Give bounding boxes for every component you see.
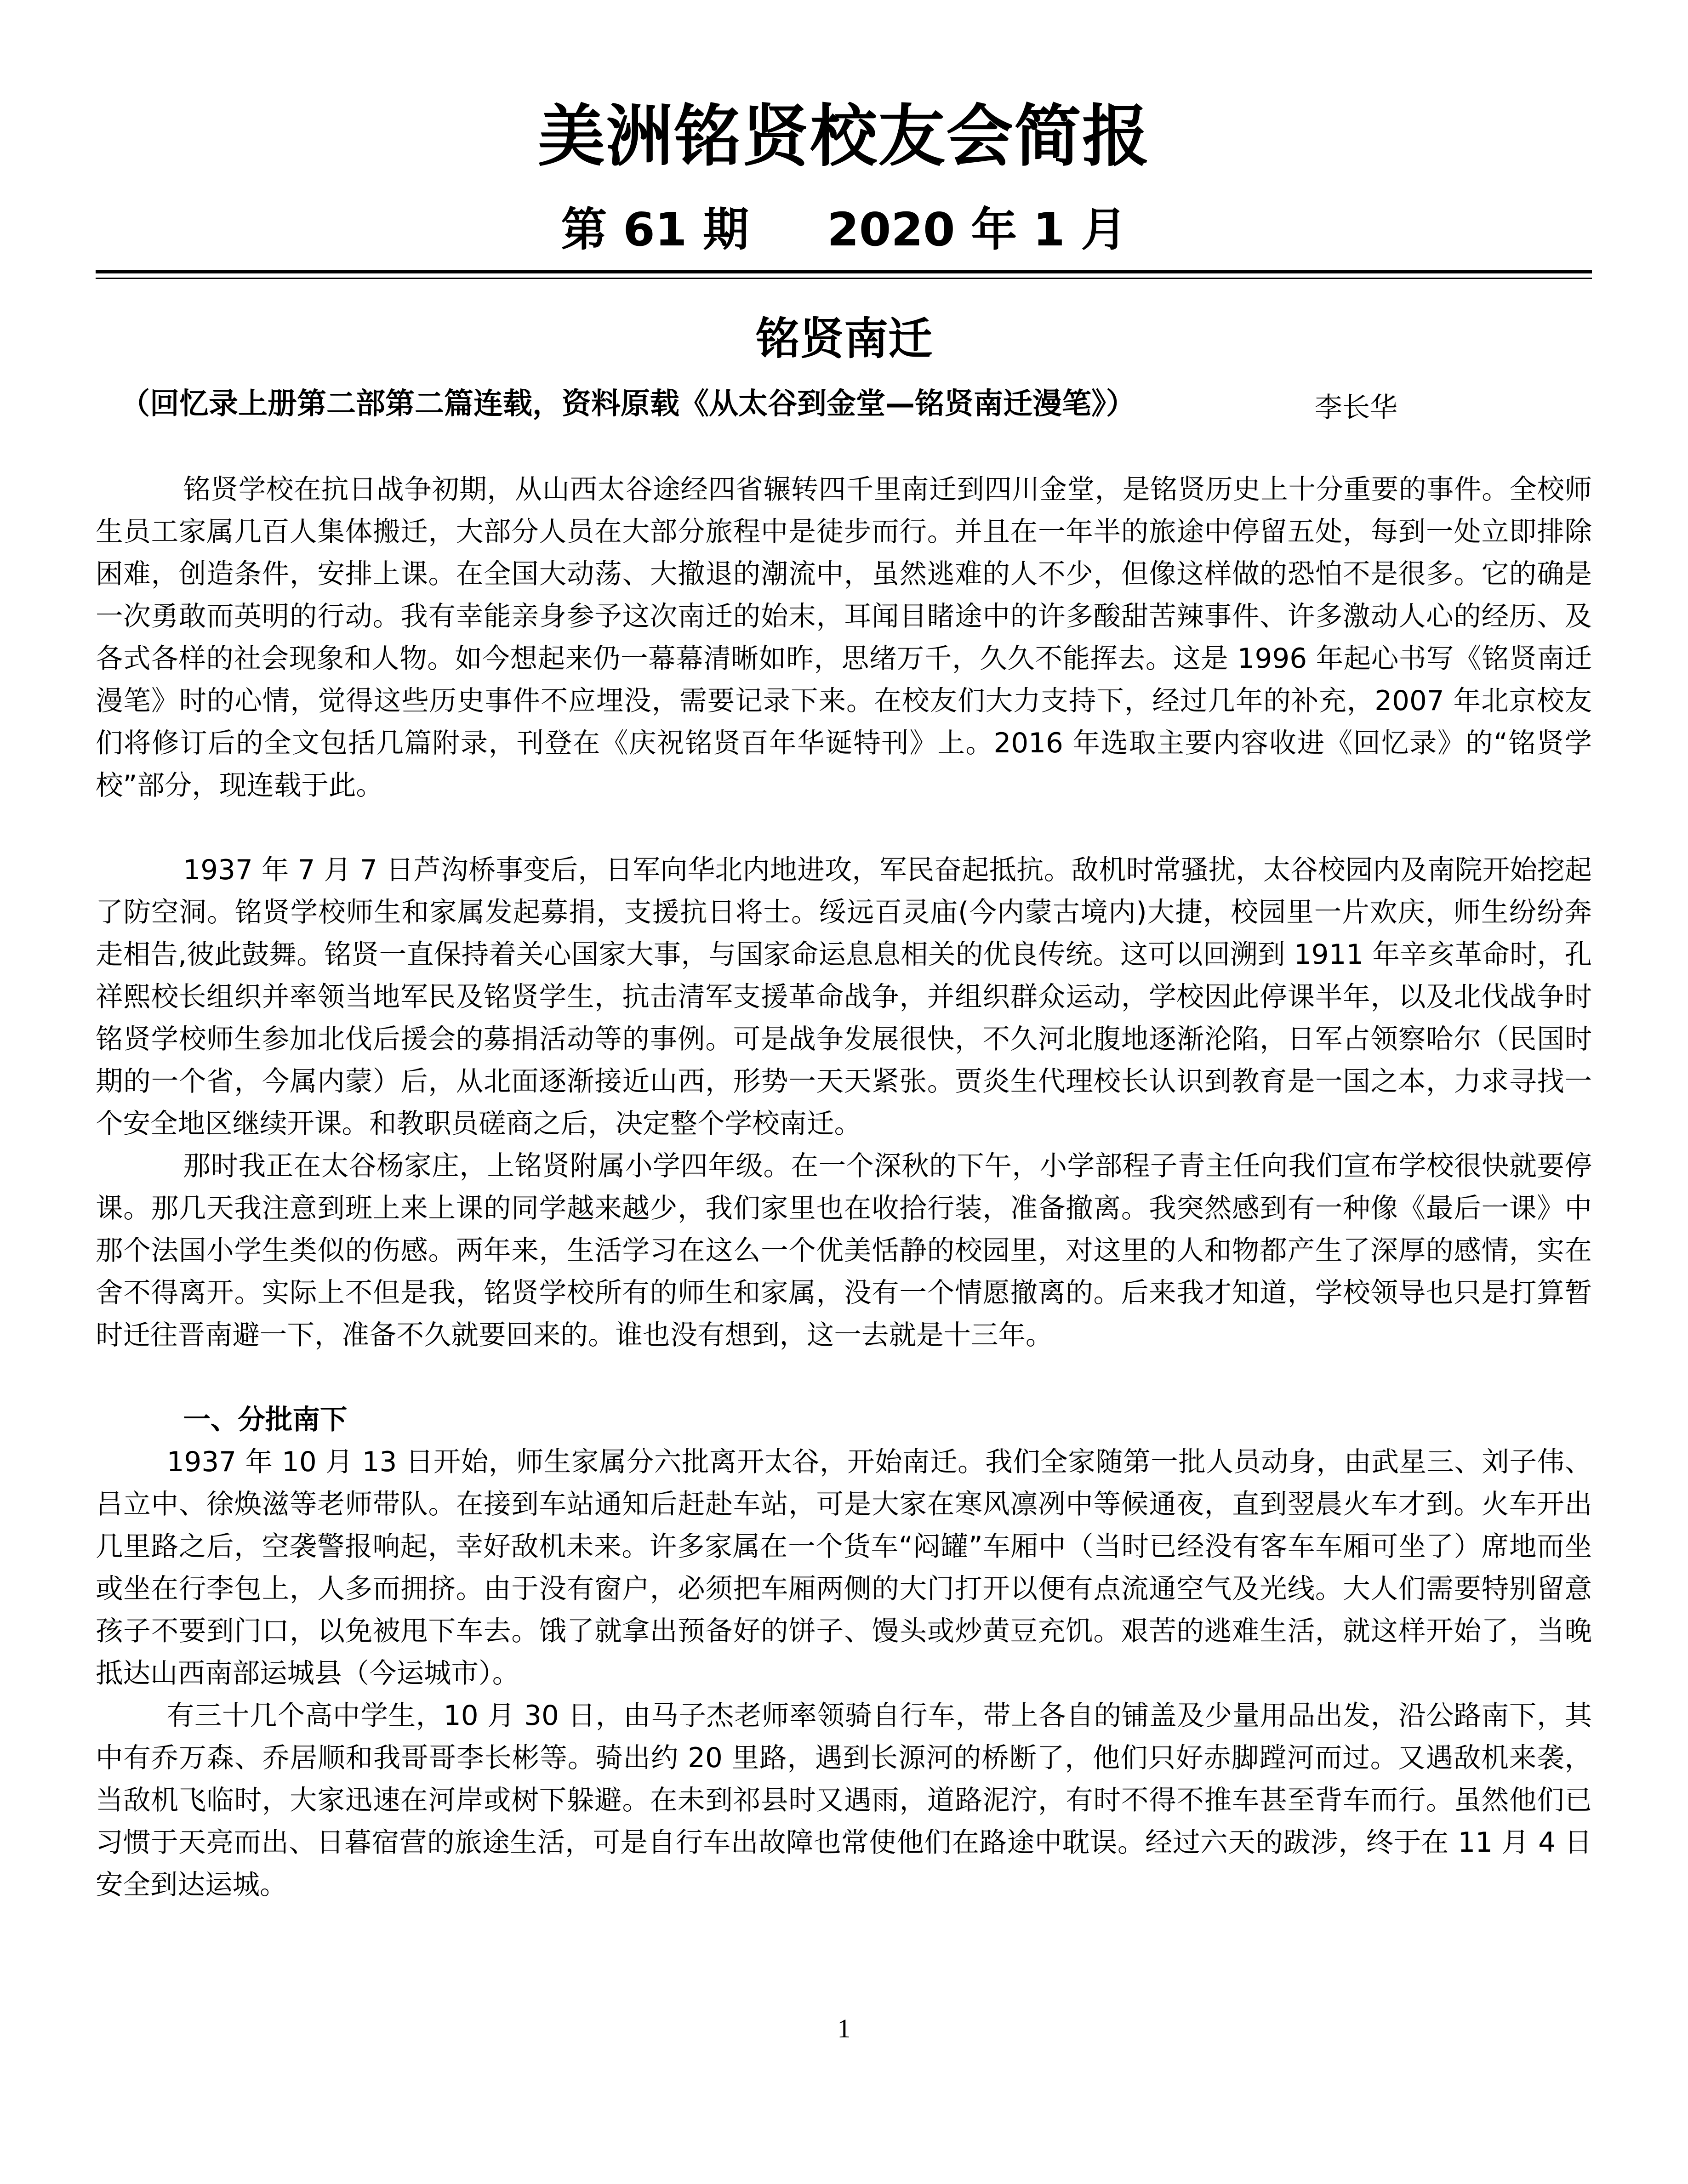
newsletter-title: 美洲铭贤校友会简报 xyxy=(538,97,1150,176)
paragraph-bicycle-group: 有三十几个高中学生，10 月 30 日，由马子杰老师率领骑自行车，带上各自的铺盖及少量用品出发，沿公路南下，其中有乔万森、乔居顺和我哥哥李长彬等。骑出约 20 里路，遇到长源河的桥断了，他们只好赤脚蹚河而过。又遇敌机来袭，当敌机飞临时，大家迅速在河岸或树下躲避。在未到祁县时又遇雨，道路泥泞，有时不得不推车甚至背车而行。虽然他们已习惯于天亮而出、日暮宿营的旅途生活，可是自行车出故障也常使他们在路途中耽误。经过六天的跋涉，终于在 11 月 4 日安全到达运城。 xyxy=(96,1700,1592,1901)
article-body xyxy=(96,469,1592,1906)
paragraph-spacer xyxy=(96,1357,1592,1399)
masthead-rule-thick xyxy=(96,270,1592,273)
page-number: 1 xyxy=(837,2013,851,2043)
issue-date: 2020 年 1 月 xyxy=(827,203,1127,256)
paragraph-1937: 1937 年 7 月 7 日芦沟桥事变后，日军向华北内地进攻，军民奋起抵抗。敌机时常骚扰，太谷校园内及南院开始挖起了防空洞。铭贤学校师生和家属发起募捐，支援抗日将士。绥远百灵庙(今内蒙古境内)大捷，校园里一片欢庆，师生纷纷奔走相告,彼此鼓舞。铭贤一直保持着关心国家大事，与国家命运息息相关的优良传统。这可以回溯到 1911 年辛亥革命时，孔祥熙校长组织并率领当地军民及铭贤学生，抗击清军支援革命战争，并组织群众运动，学校因此停课半年，以及北伐战争时铭贤学校师生参加北伐后援会的募捐活动等的事例。可是战争发展很快，不久河北腹地逐渐沦陷，日军占领察哈尔（民国时期的一个省，今属内蒙）后，从北面逐渐接近山西，形势一天天紧张。贾炎生代理校长认识到教育是一国之本，力求寻找一个安全地区继续开课。和教职员磋商之后，决定整个学校南迁。 xyxy=(96,854,1592,1140)
article-author: 李长华 xyxy=(1315,392,1397,424)
paragraph-spacer xyxy=(96,807,1592,849)
section-heading: 一、分批南下 xyxy=(183,1404,348,1436)
article-title: 铭贤南迁 xyxy=(756,313,932,364)
issue-line xyxy=(0,202,1688,257)
masthead-rule-thin xyxy=(96,278,1592,279)
paragraph-school-closing: 那时我正在太谷杨家庄，上铭贤附属小学四年级。在一个深秋的下午，小学部程子青主任向我们宣布学校很快就要停课。那几天我注意到班上来上课的同学越来越少，我们家里也在收拾行装，准备撤离。我突然感到有一种像《最后一课》中那个法国小学生类似的伤感。两年来，生活学习在这么一个优美恬静的校园里，对这里的人和物都产生了深厚的感情，实在舍不得离开。实际上不但是我，铭贤学校所有的师生和家属，没有一个情愿撤离的。后来我才知道，学校领导也只是打算暂时迁往晋南避一下，准备不久就要回来的。谁也没有想到，这一去就是十三年。 xyxy=(96,1150,1592,1351)
article-subtitle: （回忆录上册第二部第二篇连载，资料原载《从太谷到金堂—铭贤南迁漫笔》） xyxy=(120,387,1135,421)
issue-number: 第 61 期 xyxy=(561,203,749,256)
paragraph-first-batch: 1937 年 10 月 13 日开始，师生家属分六批离开太谷，开始南迁。我们全家随第一批人员动身，由武星三、刘子伟、吕立中、徐焕滋等老师带队。在接到车站通知后赶赴车站，可是大家在寒风凛冽中等候通夜，直到翌晨火车才到。火车开出几里路之后，空袭警报响起，幸好敌机未来。许多家属在一个货车“闷罐”车厢中（当时已经没有客车车厢可坐了）席地而坐或坐在行李包上，人多而拥挤。由于没有窗户，必须把车厢两侧的大门打开以便有点流通空气及光线。大人们需要特别留意孩子不要到门口，以免被甩下车去。饿了就拿出预备好的饼子、馒头或炒黄豆充饥。艰苦的逃难生活，就这样开始了，当晚抵达山西南部运城县（今运城市）。 xyxy=(96,1446,1592,1689)
paragraph-intro: 铭贤学校在抗日战争初期，从山西太谷途经四省辗转四千里南迁到四川金堂，是铭贤历史上十分重要的事件。全校师生员工家属几百人集体搬迁，大部分人员在大部分旅程中是徒步而行。并且在一年半的旅途中停留五处，每到一处立即排除困难，创造条件，安排上课。在全国大动荡、大撤退的潮流中，虽然逃难的人不少，但像这样做的恐怕不是很多。它的确是一次勇敢而英明的行动。我有幸能亲身参予这次南迁的始末，耳闻目睹途中的许多酸甜苦辣事件、许多激动人心的经历、及各式各样的社会现象和人物。如今想起来仍一幕幕清晰如昨，思绪万千，久久不能挥去。这是 1996 年起心书写《铭贤南迁漫笔》时的心情，觉得这些历史事件不应埋没，需要记录下来。在校友们大力支持下，经过几年的补充，2007 年北京校友们将修订后的全文包括几篇附录，刊登在《庆祝铭贤百年华诞特刊》上。2016 年选取主要内容收进《回忆录》的“铭贤学校”部分，现连载于此。 xyxy=(96,474,1592,802)
